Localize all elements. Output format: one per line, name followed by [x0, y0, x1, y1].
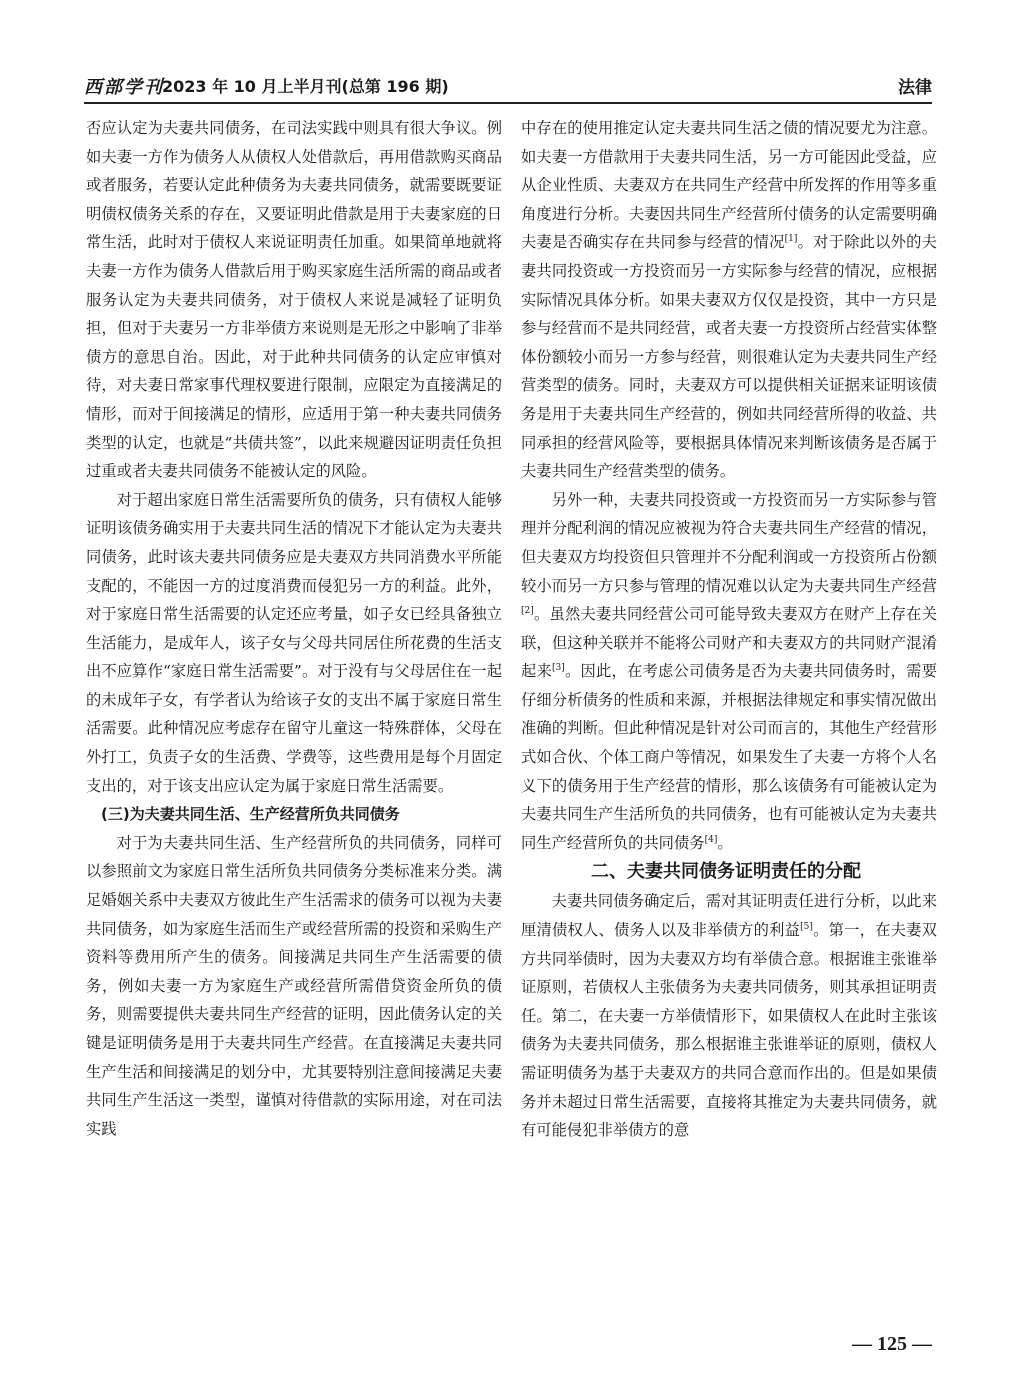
paragraph: 对于为夫妻共同生活、生产经营所负的共同债务，同样可以参照前文为家庭日常生活所负共同债务分类标准来分类。满足婚姻关系中夫妻双方彼此生产生活需求的债务可以视为夫妻共同债务，如为家庭生活而生产或经营所需的投资和采购生产资料等费用所产生的债务。间接满足共同生产生活需要的债务，例如夫妻一方为家庭生产或经营所需借贷资金所负的债务，则需要提供夫妻共同生产经营的证明，因此债务认定的关键是证明债务是用于夫妻共同生产经营。在直接满足夫妻共同生产生活和间接满足的划分中，尤其要特别注意间接满足夫妻共同生产生活这一类型，谨慎对待借款的实际用途，对在司法实践 [86, 833, 502, 1138]
paragraph: 对于超出家庭日常生活需要所负的债务，只有债权人能够证明该债务确实用于夫妻共同生活的情况下才能认定为夫妻共同债务，此时该夫妻共同债务应是夫妻双方共同消费水平所能支配的，不能因一方的过度消费而侵犯另一方的利益。此外，对于家庭日常生活需要的认定还应考量，如子女已经具备独立生活能力，是成年人，该子女与父母共同居住所花费的生活支出不应算作“家庭日常生活需要”。对于没有与父母居住在一起的未成年子女，有学者认为给该子女的支出不属于家庭日常生活需要。此种情况应考虑存在留守儿童这一特殊群体，父母在外打工，负责子女的生活费、学费等，这些费用是每个月固定支出的，对于该支出应认定为属于家庭日常生活需要。 [86, 490, 502, 795]
citation-ref: [2] [521, 606, 534, 616]
journal-logo: 西部学刊 [84, 77, 164, 98]
citation-ref: [3] [552, 663, 565, 674]
paragraph: 否应认定为夫妻共同债务，在司法实践中则具有很大争议。例如夫妻一方作为债务人从债权人处借款后，再用借款购买商品或者服务，若要认定此种债务为夫妻共同债务，就需要既要证明债权债务关系的存在，又要证明此借款是用于夫妻家庭的日常生活，此时对于债权人来说证明责任加重。如果简单地就将夫妻一方作为债务人借款后用于购买家庭生活所需的商品或者服务认定为夫妻共同债务，对于债权人来说是减轻了证明负担，但对于夫妻另一方非举债方来说则是无形之中影响了非举债方的意思自治。因此，对于此种共同债务的认定应审慎对待，对夫妻日常家事代理权要进行限制，应限定为直接满足的情形，而对于间接满足的情形，应适用于第一种夫妻共同债务类型的认定，也就是“共债共签”，以此来规避因证明责任负担过重或者夫妻共同债务不能被认定的风险。 [86, 119, 502, 481]
citation-ref: [5] [800, 921, 813, 932]
text-run: 。第一，在夫妻双方共同举债时，因为夫妻双方均有举债合意。根据谁主张谁举证原则，若债权人主张债务为夫妻共同债务，则其承担证明责任。第二，在夫妻一方举债情形下，如果债权人在此时主张该债务为夫妻共同债务，那么根据谁主张谁举证的原则，债权人需证明债务为基于夫妻双方的共同合意而作出的。但是如果债务并未超过日常生活需要，直接将其推定为夫妻共同债务，就有可能侵犯非举债方的意 [521, 921, 937, 1140]
text-run: 。对于除此以外的夫妻共同投资或一方投资而另一方实际参与经营的情况，应根据实际情况具体分析。如果夫妻双方仅仅是投资，其中一方只是参与经营而不是共同经营，或者夫妻一方投资所占经营实体整体份额较小而另一方参与经营，则很难认定为夫妻共同生产经营类型的债务。同时，夫妻双方可以提供相关证据来证明该债务是用于夫妻共同生产经营的，例如共同经营所得的收益、共同承担的经营风险等，要根据具体情况来判断该债务是否属于夫妻共同生产经营类型的债务。 [521, 233, 937, 481]
text-run: 夫妻共同债务确定后，需对其证明责任进行分析，以此来厘清债权人、债务人以及非举债方的利益 [521, 892, 937, 940]
citation-ref: [4] [704, 834, 718, 845]
section-heading: 二、夫妻共同债务证明责任的分配 [591, 861, 861, 883]
running-header [84, 70, 932, 104]
paragraph [521, 486, 937, 858]
section-label: 法律 [898, 78, 932, 98]
page-number: — 125 — [852, 1333, 932, 1355]
subsection-heading: (三)为夫妻共同生活、生产经营所负共同债务 [101, 805, 400, 824]
text-run: 中存在的使用推定认定夫妻共同生活之债的情况要尤为注意。如夫妻一方借款用于夫妻共同生活，另一方可能因此受益，应从企业性质、夫妻双方在共同生产经营中所发挥的作用等多重角度进行分析。夫妻因共同生产经营所付债务的认定需要明确夫妻是否确实存在共同参与经营的情况 [521, 119, 937, 252]
right-column [521, 114, 937, 1145]
left-column [86, 114, 502, 1143]
text-run: 。 [717, 833, 733, 852]
paragraph [521, 114, 937, 486]
text-run: 另外一种，夫妻共同投资或一方投资而另一方实际参与管理并分配利润的情况应被视为符合夫妻共同生产经营的情况，但夫妻双方均投资但只管理并不分配利润或一方投资所占份额较小而另一方只参与管理的情况难以认定为夫妻共同生产经营 [521, 490, 937, 595]
text-run: 。虽然夫妻共同经营公司可能导致夫妻双方在财产上存在关联，但这种关联并不能将公司财产和夫妻双方的共同财产混淆起来 [521, 605, 937, 681]
paragraph [521, 887, 937, 1144]
text-run: 。因此，在考虑公司债务是否为夫妻共同债务时，需要仔细分析债务的性质和来源，并根据法律规定和事实情况做出准确的判断。但此种情况是针对公司而言的，其他生产经营形式如合伙、个体工商户等情况，如果发生了夫妻一方将个人名义下的债务用于生产经营的情形，那么该债务有可能被认定为夫妻共同生产生活所负的共同债务，也有可能被认定为夫妻共同生产经营所负的共同债务 [521, 662, 937, 852]
issue-info: 2023 年 10 月上半月刊(总第 196 期) [162, 77, 449, 96]
citation-ref: [1] [784, 234, 798, 245]
